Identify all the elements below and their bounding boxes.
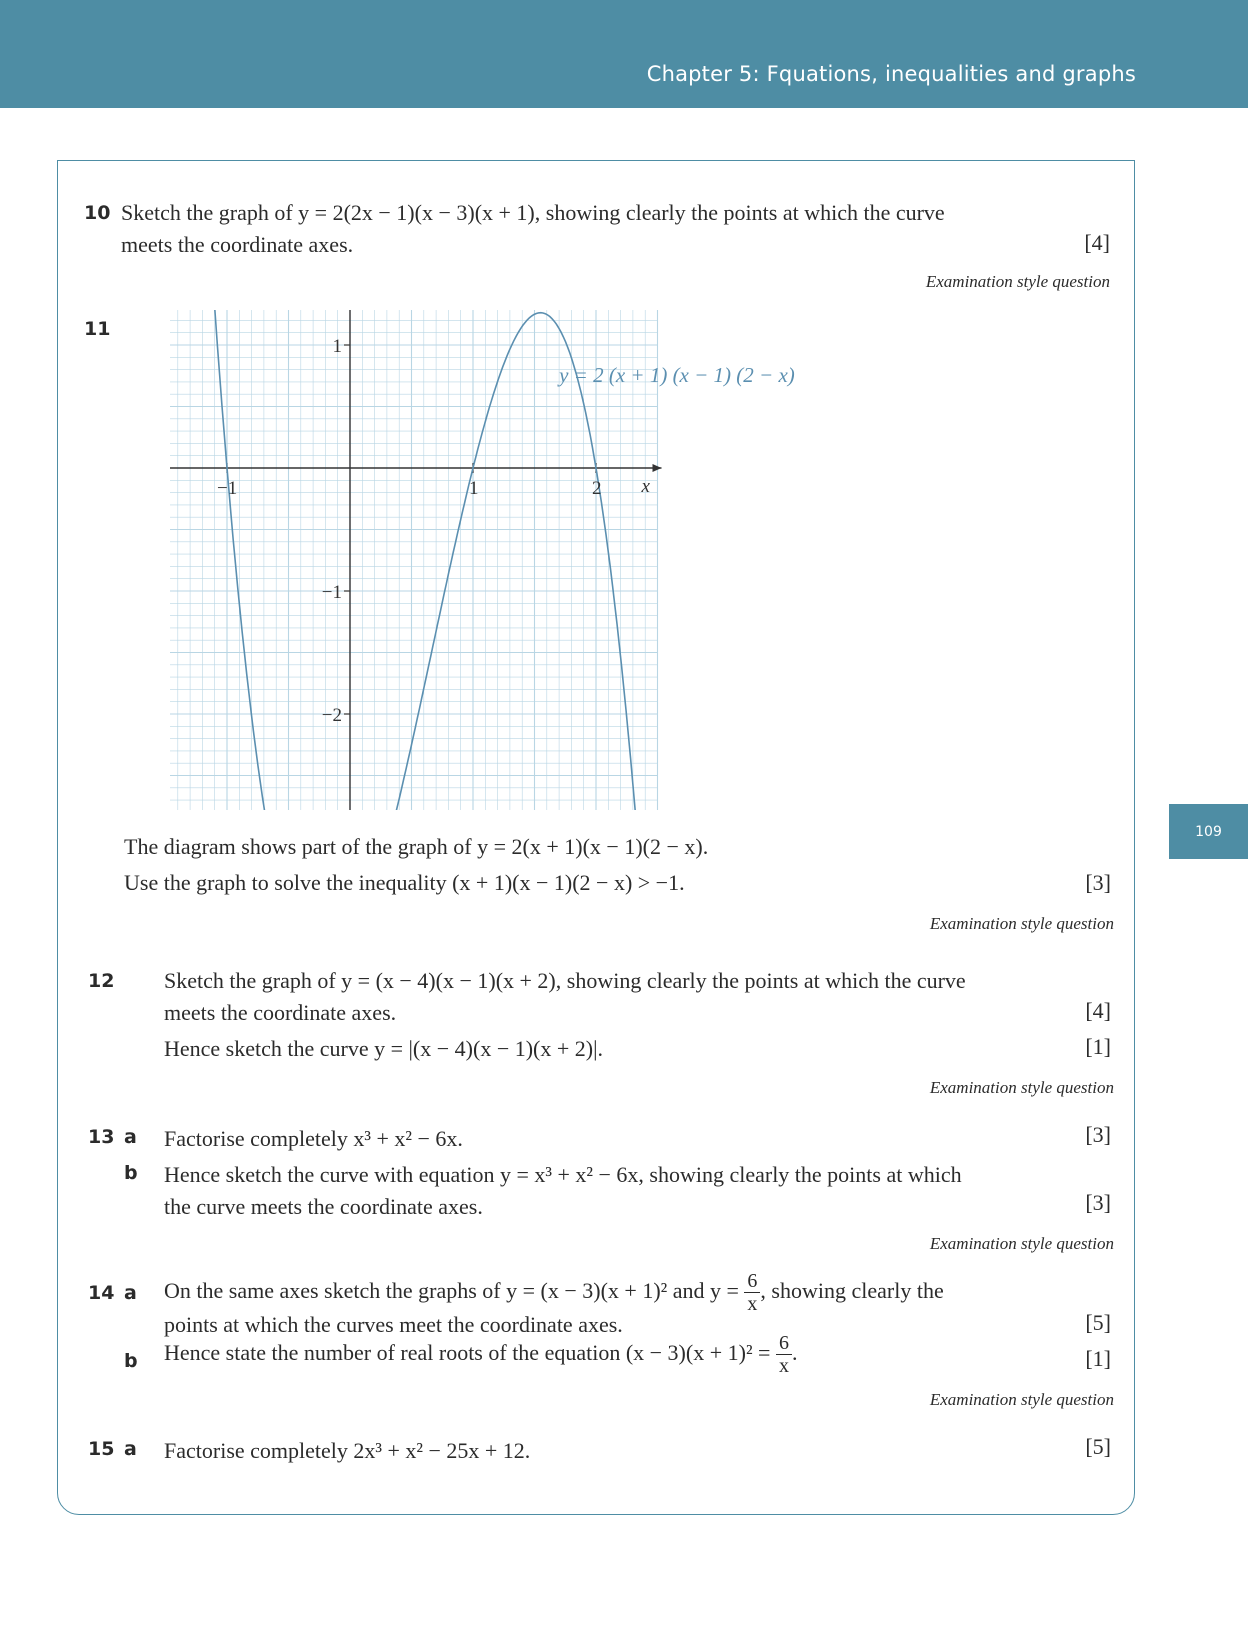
question-number-14: 14 (88, 1282, 115, 1304)
q12-source: Examination style question (929, 1078, 1114, 1097)
q12-mark1: [4] (1085, 998, 1111, 1023)
q14-a-line1 (164, 1268, 944, 1315)
q14-b-text-pre: Hence state the number of real roots of the equation (x − 3)(x + 1)² = (164, 1340, 771, 1365)
q10-source: Examination style question (925, 272, 1110, 291)
q13-b-line1: Hence sketch the curve with equation y = x³ + x² − 6x, showing clearly the points at which (164, 1162, 962, 1187)
q14-a-mark: [5] (1085, 1310, 1111, 1335)
page-number-tab (1169, 804, 1248, 859)
q14-a-line2: points at which the curves meet the coordinate axes. (164, 1312, 623, 1337)
x-tick-label: −1 (217, 478, 238, 499)
x-tick-label: 1 (469, 478, 479, 499)
q15-a-mark: [5] (1085, 1434, 1111, 1459)
q13-a-text: Factorise completely x³ + x² − 6x. (164, 1126, 463, 1151)
q14-b-frac-den: x (778, 1355, 789, 1378)
q14-b-mark: [1] (1085, 1346, 1111, 1371)
q13-b-mark: [3] (1085, 1190, 1111, 1215)
curve-label: y = 2 (x + 1) (x − 1) (2 − x) (559, 362, 795, 387)
x-tick-label: 2 (592, 478, 602, 499)
question-number-15: 15 (88, 1438, 115, 1460)
q12-line1: Sketch the graph of y = (x − 4)(x − 1)(x + 2), showing clearly the points at which the curve (164, 968, 966, 993)
page-number: 109 (1195, 823, 1222, 840)
q12-line2: meets the coordinate axes. (164, 1000, 397, 1025)
chapter-header-bar (0, 0, 1248, 108)
y-tick-label: 1 (332, 336, 342, 357)
q14-b-frac-num: 6 (776, 1332, 792, 1355)
q15-part-a-label: a (124, 1438, 137, 1460)
y-tick-label: −2 (321, 705, 342, 726)
q13-a-mark: [3] (1085, 1122, 1111, 1147)
x-axis-label: x (641, 476, 650, 497)
q14-b-line (164, 1330, 797, 1377)
q14-part-b-label: b (124, 1350, 138, 1372)
q11-line2: Use the graph to solve the inequality (x + 1)(x − 1)(2 − x) > −1. (124, 870, 685, 895)
q11-source: Examination style question (929, 914, 1114, 933)
q10-line1: Sketch the graph of y = 2(2x − 1)(x − 3)(x + 1), showing clearly the points at which the curve (121, 200, 945, 225)
q11-line1: The diagram shows part of the graph of y = 2(x + 1)(x − 1)(2 − x). (124, 834, 709, 859)
question-number-10: 10 (84, 202, 111, 224)
q14-a-frac-den: x (747, 1293, 758, 1316)
question-number-12: 12 (88, 970, 115, 992)
q14-source: Examination style question (929, 1390, 1114, 1409)
q14-a-text-pre: On the same axes sketch the graphs of y = (x − 3)(x + 1)² and y = (164, 1278, 739, 1303)
q14-a-fraction (744, 1270, 760, 1315)
q13-source: Examination style question (929, 1234, 1114, 1253)
cubic-graph (170, 310, 830, 810)
q13-part-b-label: b (124, 1162, 138, 1184)
chapter-title: Chapter 5: Fquations, inequalities and graphs (646, 62, 1136, 86)
q12-line3: Hence sketch the curve y = |(x − 4)(x − 1)(x + 2)|. (164, 1036, 604, 1061)
question-number-13: 13 (88, 1126, 115, 1148)
q14-part-a-label: a (124, 1282, 137, 1304)
q13-b-line2: the curve meets the coordinate axes. (164, 1194, 483, 1219)
q10-mark: [4] (1084, 230, 1110, 255)
q14-b-fraction (776, 1332, 792, 1377)
q14-a-text-post: , showing clearly the (760, 1278, 944, 1303)
q10-line2: meets the coordinate axes. (121, 232, 354, 257)
y-tick-label: −1 (321, 582, 342, 603)
q15-a-text: Factorise completely 2x³ + x² − 25x + 12. (164, 1438, 531, 1463)
q11-mark: [3] (1085, 870, 1111, 895)
q14-a-frac-num: 6 (744, 1270, 760, 1293)
q13-part-a-label: a (124, 1126, 137, 1148)
question-number-11: 11 (84, 318, 111, 340)
graph-labels (217, 310, 795, 810)
q12-mark2: [1] (1085, 1034, 1111, 1059)
q14-b-text-post: . (791, 1340, 798, 1365)
